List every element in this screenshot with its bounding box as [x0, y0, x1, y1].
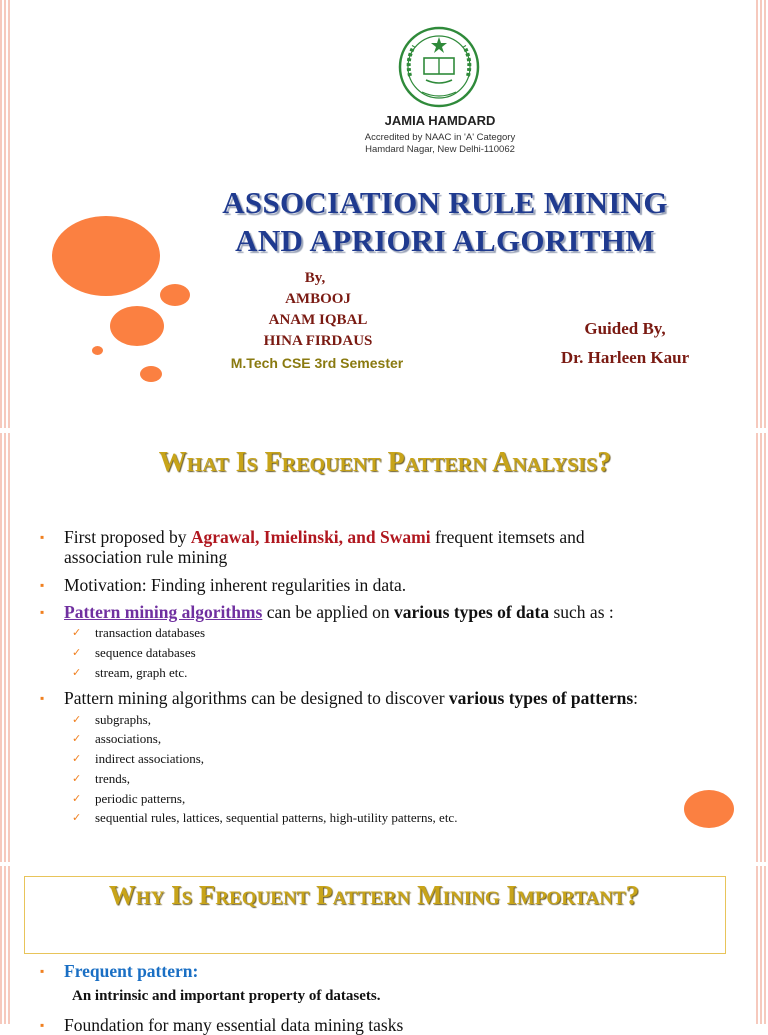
- bullet-item: ▪ Foundation for many essential data mining tasks: [40, 1015, 404, 1035]
- slide-heading: What Is Frequent Pattern Analysis?: [158, 447, 612, 478]
- checkmark-icon: ✓: [72, 793, 82, 805]
- checkmark-icon: ✓: [72, 647, 82, 659]
- bullet-square-icon: ▪: [40, 578, 45, 592]
- pattern-mining-link[interactable]: Pattern mining algorithms: [64, 602, 263, 622]
- decorative-circle: [684, 790, 734, 828]
- left-stripe-decoration: [0, 433, 12, 862]
- checkmark-icon: ✓: [72, 812, 82, 824]
- bullet-square-icon: ▪: [40, 1018, 45, 1032]
- bullet-square-icon: ▪: [40, 691, 45, 705]
- presentation-title: [150, 184, 740, 260]
- guided-by-label: Guided By,: [584, 319, 666, 338]
- left-stripe-decoration: [0, 866, 12, 1024]
- left-stripe-decoration: [0, 0, 12, 428]
- frequent-pattern-slide: What Is Frequent Pattern Analysis? ▪ First proposed by Agrawal, Imielinski, and Swami frequent itemsets and association rule mining ▪ Motivation: Finding inherent regularities in data. ▪ Pattern mining algorithms can be applied on various types of data such as : ✓ transaction databases ✓ sequence databases ✓ stream, graph etc. ▪ Pattern mining algorithms can be designed to discover various types of patterns: ✓ subgraphs, ✓ associations, ✓ indirect associations, ✓ trends, ✓ periodic patterns, ✓ sequential rules, lattices, sequential patterns, high-utility patterns, etc.: [0, 433, 768, 862]
- guide-name: Dr. Harleen Kaur: [560, 348, 690, 367]
- right-stripe-decoration: [756, 433, 768, 862]
- checkmark-icon: ✓: [72, 753, 82, 765]
- decorative-circle-small-2: [140, 366, 162, 382]
- university-seal-logo: [396, 24, 482, 110]
- decorative-circle-tiny: [92, 346, 103, 355]
- bullet-item: ▪ Pattern mining algorithms can be applied on various types of data such as :: [40, 602, 614, 622]
- by-label: By,: [304, 270, 326, 286]
- author-name: ANAM IQBAL: [268, 312, 368, 328]
- right-stripe-decoration: [756, 0, 768, 428]
- bullet-item: ▪ Motivation: Finding inherent regularities in data.: [40, 575, 407, 595]
- title-line-2: AND APRIORI ALGORITHM: [235, 223, 655, 258]
- author-name: AMBOOJ: [285, 291, 351, 307]
- semester-label: M.Tech CSE 3rd Semester: [230, 355, 404, 371]
- sub-text: An intrinsic and important property of datasets.: [72, 988, 381, 1004]
- university-accreditation: Accredited by NAAC in 'A' Category: [364, 132, 516, 143]
- bullet-item: ▪ First proposed by Agrawal, Imielinski, and Swami frequent itemsets and association rule mining: [40, 527, 585, 567]
- bullet-square-icon: ▪: [40, 605, 45, 619]
- proposer-names: Agrawal, Imielinski, and Swami: [190, 527, 431, 547]
- right-stripe-decoration: [756, 866, 768, 1024]
- bullet-square-icon: ▪: [40, 964, 45, 978]
- checkmark-icon: ✓: [72, 773, 82, 785]
- importance-slide: [0, 866, 768, 1035]
- bullet-item: ▪ Pattern mining algorithms can be designed to discover various types of patterns:: [40, 688, 639, 708]
- slide-heading: Why Is Frequent Pattern Mining Important?: [108, 880, 640, 910]
- decorative-circle-medium: [110, 306, 164, 346]
- university-name: JAMIA HAMDARD: [384, 113, 496, 128]
- title-line-1: ASSOCIATION RULE MINING: [222, 185, 668, 220]
- checkmark-icon: ✓: [72, 714, 82, 726]
- checkmark-icon: ✓: [72, 667, 82, 679]
- bullet-item: ▪ Frequent pattern:: [40, 961, 199, 981]
- decorative-circle-large: [52, 216, 160, 296]
- author-name: HINA FIRDAUS: [263, 333, 373, 349]
- university-address: Hamdard Nagar, New Delhi-110062: [365, 144, 515, 155]
- bullet-square-icon: ▪: [40, 530, 45, 544]
- decorative-circle-small: [160, 284, 190, 306]
- checkmark-icon: ✓: [72, 627, 82, 639]
- title-slide: [0, 0, 768, 428]
- authors-block: [218, 268, 418, 352]
- checkmark-icon: ✓: [72, 733, 82, 745]
